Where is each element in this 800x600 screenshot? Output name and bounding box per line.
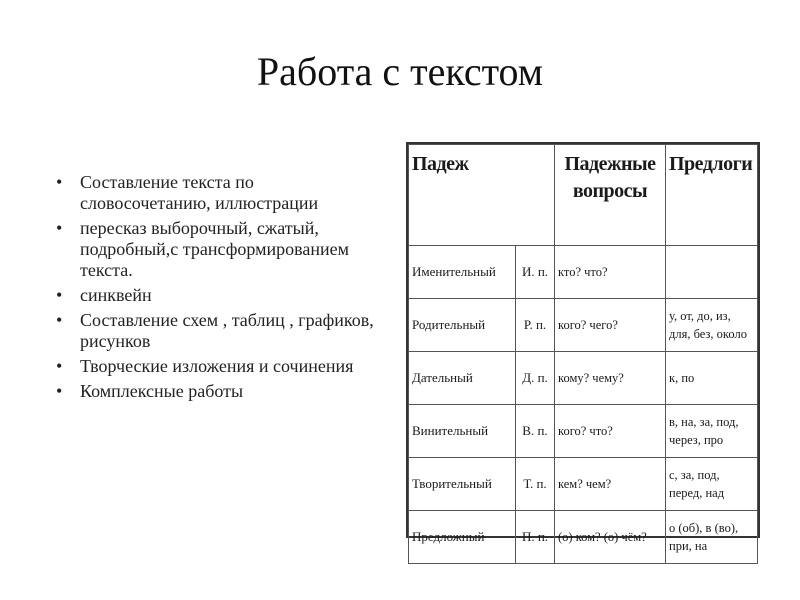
case-abbr: И. п. <box>516 246 555 299</box>
case-name: Творительный <box>409 458 516 511</box>
bullet-item <box>56 285 386 306</box>
bullet-dot: • <box>56 172 63 192</box>
table-header-row <box>409 145 758 246</box>
bullet-dot: • <box>56 310 63 330</box>
bullet-text: Творческие изложения и сочинения <box>80 356 354 376</box>
table-row <box>409 246 758 299</box>
case-prepositions <box>666 246 758 299</box>
cases-table-image <box>406 142 760 553</box>
case-name: Винительный <box>409 405 516 458</box>
bullet-text: синквейн <box>80 285 152 305</box>
case-prepositions: о (об), в (во), при, на <box>666 511 758 564</box>
case-name: Именительный <box>409 246 516 299</box>
header-case: Падеж <box>409 145 555 246</box>
bullet-item <box>56 218 386 281</box>
table-row <box>409 352 758 405</box>
case-abbr: Т. п. <box>516 458 555 511</box>
bullet-dot: • <box>56 218 63 238</box>
bullet-item <box>56 172 386 214</box>
bullet-text: пересказ выборочный, сжатый, подробный,с трансформированием текста. <box>80 218 350 280</box>
case-question: кому? чему? <box>555 352 666 405</box>
case-prepositions: в, на, за, под, через, про <box>666 405 758 458</box>
bullet-dot: • <box>56 356 63 376</box>
case-name: Предложный <box>409 511 516 564</box>
table-row <box>409 405 758 458</box>
bullet-item <box>56 310 386 352</box>
table-row <box>409 511 758 564</box>
case-question: (о) ком? (о) чём? <box>555 511 666 564</box>
case-prepositions: с, за, под, перед, над <box>666 458 758 511</box>
bullet-item <box>56 381 386 402</box>
case-question: кто? что? <box>555 246 666 299</box>
case-question: кем? чем? <box>555 458 666 511</box>
case-abbr: В. п. <box>516 405 555 458</box>
bullet-item <box>56 356 386 377</box>
case-prepositions: у, от, до, из, для, без, около <box>666 299 758 352</box>
slide-title: Работа с текстом <box>256 49 544 94</box>
bullet-dot: • <box>56 285 63 305</box>
table-row <box>409 299 758 352</box>
case-name: Родительный <box>409 299 516 352</box>
header-prepositions: Предлоги <box>666 145 758 246</box>
table-row <box>409 458 758 511</box>
case-abbr: Р. п. <box>516 299 555 352</box>
bullet-list <box>56 172 386 406</box>
bullet-dot: • <box>56 381 63 401</box>
bullet-text: Составление текста по словосочетанию, иллюстрации <box>80 172 319 213</box>
case-name: Дательный <box>409 352 516 405</box>
cases-table <box>408 144 758 564</box>
case-abbr: П. п. <box>516 511 555 564</box>
bullet-text: Составление схем , таблиц , графиков, рисунков <box>80 310 374 351</box>
bullet-text: Комплексные работы <box>80 381 244 401</box>
header-questions: Падежные вопросы <box>555 145 666 246</box>
case-question: кого? чего? <box>555 299 666 352</box>
case-question: кого? что? <box>555 405 666 458</box>
case-prepositions: к, по <box>666 352 758 405</box>
case-abbr: Д. п. <box>516 352 555 405</box>
